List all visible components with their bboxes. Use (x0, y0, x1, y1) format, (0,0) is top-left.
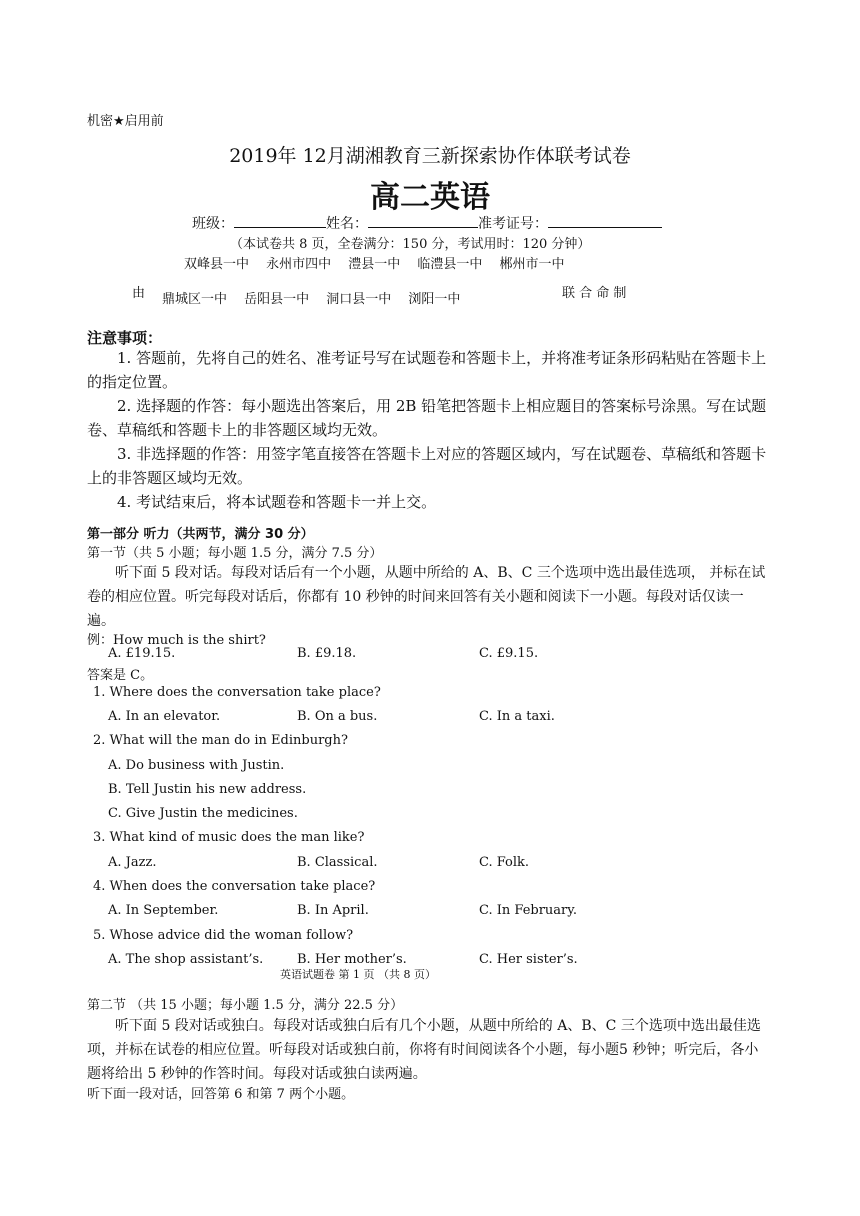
section2-next: 听下面一段对话，回答第 6 和第 7 两个小题。 (87, 1087, 355, 1102)
section1-heading: 第一节（共 5 小题；每小题 1.5 分，满分 7.5 分） (87, 546, 383, 561)
question-1: 1. Where does the conversation take place? (93, 685, 381, 700)
page-footer: 英语试题卷 第 1 页 （共 8 页） (280, 968, 436, 981)
q2-option-c[interactable]: C. Give Justin the medicines. (108, 806, 298, 821)
q2-option-a[interactable]: A. Do business with Justin. (108, 758, 285, 773)
q2-option-b[interactable]: B. Tell Justin his new address. (108, 782, 307, 797)
q3-option-c[interactable]: C. Folk. (479, 855, 530, 870)
note-item: 1. 答题前，先将自己的姓名、准考证号写在试题卷和答题卡上，并将准考证条形码粘贴在答题卡上的指定位置。 (87, 349, 767, 391)
example-option-b: B. £9.18. (297, 646, 357, 661)
confidential-mark: 机密★启用前 (87, 114, 164, 129)
section2-heading: 第二节 （共 15 小题；每小题 1.5 分，满分 22.5 分） (87, 998, 404, 1013)
question-3: 3. What kind of music does the man like? (93, 830, 365, 845)
section1-instructions-text: 听下面 5 段对话。每段对话后有一个小题，从题中所给的 A、B、C 三个选项中选出最佳选项， 并标在试卷的相应位置。听完每段对话后，你都有 10 秒钟的时间来回答有关小题和阅读下一小题。每段对话仅读一遍。 (87, 565, 766, 629)
note-item: 3. 非选择题的作答：用签字笔直接答在答题卡上对应的答题区域内，写在试题卷、草稿纸和答题卡上的非答题区域均无效。 (87, 445, 767, 487)
q5-option-c[interactable]: C. Her sister’s. (479, 952, 578, 967)
q5-option-b[interactable]: B. Her mother’s. (297, 952, 407, 967)
q4-option-a[interactable]: A. In September. (108, 903, 219, 918)
question-2: 2. What will the man do in Edinburgh? (93, 733, 348, 748)
q1-option-c[interactable]: C. In a taxi. (479, 709, 555, 724)
section1-instructions (87, 561, 770, 633)
name-blank[interactable] (368, 215, 478, 228)
q1-option-a[interactable]: A. In an elevator. (108, 709, 221, 724)
id-label: 准考证号： (478, 216, 548, 232)
note-item: 4. 考试结束后，将本试题卷和答题卡一并上交。 (117, 493, 437, 511)
class-label: 班级： (192, 216, 234, 232)
section2-instructions-text: 听下面 5 段对话或独白。每段对话或独白后有几个小题，从题中所给的 A、B、C 三个选项中选出最佳选项，并标在试卷的相应位置。听每段对话或独白前，你将有时间阅读各个小题，每小题5 秒钟；听完后，各小题将给出 5 秒钟的作答时间。每段对话或独白读两遍。 (87, 1018, 761, 1082)
notes-heading: 注意事项： (87, 329, 163, 347)
schools-prefix: 由 (132, 286, 146, 301)
id-blank[interactable] (548, 215, 662, 228)
student-fields (192, 213, 662, 233)
example-option-c: C. £9.15. (479, 646, 539, 661)
q5-option-a[interactable]: A. The shop assistant’s. (108, 952, 264, 967)
example-answer: 答案是 C。 (87, 668, 154, 683)
example-question: 例：How much is the shirt? (87, 633, 266, 648)
note-item: 2. 选择题的作答：每小题选出答案后，用 2B 铅笔把答题卡上相应题目的答案标号涂黑。写在试题卷、草稿纸和答题卡上的非答题区域均无效。 (87, 397, 767, 439)
schools-row-2: 鼎城区一中 岳阳县一中 洞口县一中 浏阳一中 (162, 292, 461, 307)
section2-instructions (87, 1014, 770, 1086)
class-blank[interactable] (234, 215, 326, 228)
subject-title: 高二英语 (370, 180, 490, 215)
q3-option-b[interactable]: B. Classical. (297, 855, 378, 870)
exam-info: （本试卷共 8 页，全卷满分：150 分，考试用时：120 分钟） (230, 237, 591, 252)
q1-option-b[interactable]: B. On a bus. (297, 709, 378, 724)
name-label: 姓名： (326, 216, 368, 232)
q4-option-c[interactable]: C. In February. (479, 903, 578, 918)
q3-option-a[interactable]: A. Jazz. (108, 855, 157, 870)
schools-suffix: 联 合 命 制 (562, 286, 627, 301)
example-option-a: A. £19.15. (108, 646, 176, 661)
q4-option-b[interactable]: B. In April. (297, 903, 369, 918)
part1-heading: 第一部分 听力（共两节，满分 30 分） (87, 527, 314, 542)
notes-list (87, 346, 770, 514)
schools-row-1: 双峰县一中 永州市四中 澧县一中 临澧县一中 郴州市一中 (184, 257, 565, 272)
question-5: 5. Whose advice did the woman follow? (93, 928, 354, 943)
question-4: 4. When does the conversation take place? (93, 879, 376, 894)
exam-title: 2019年 12月湖湘教育三新探索协作体联考试卷 (229, 145, 631, 167)
